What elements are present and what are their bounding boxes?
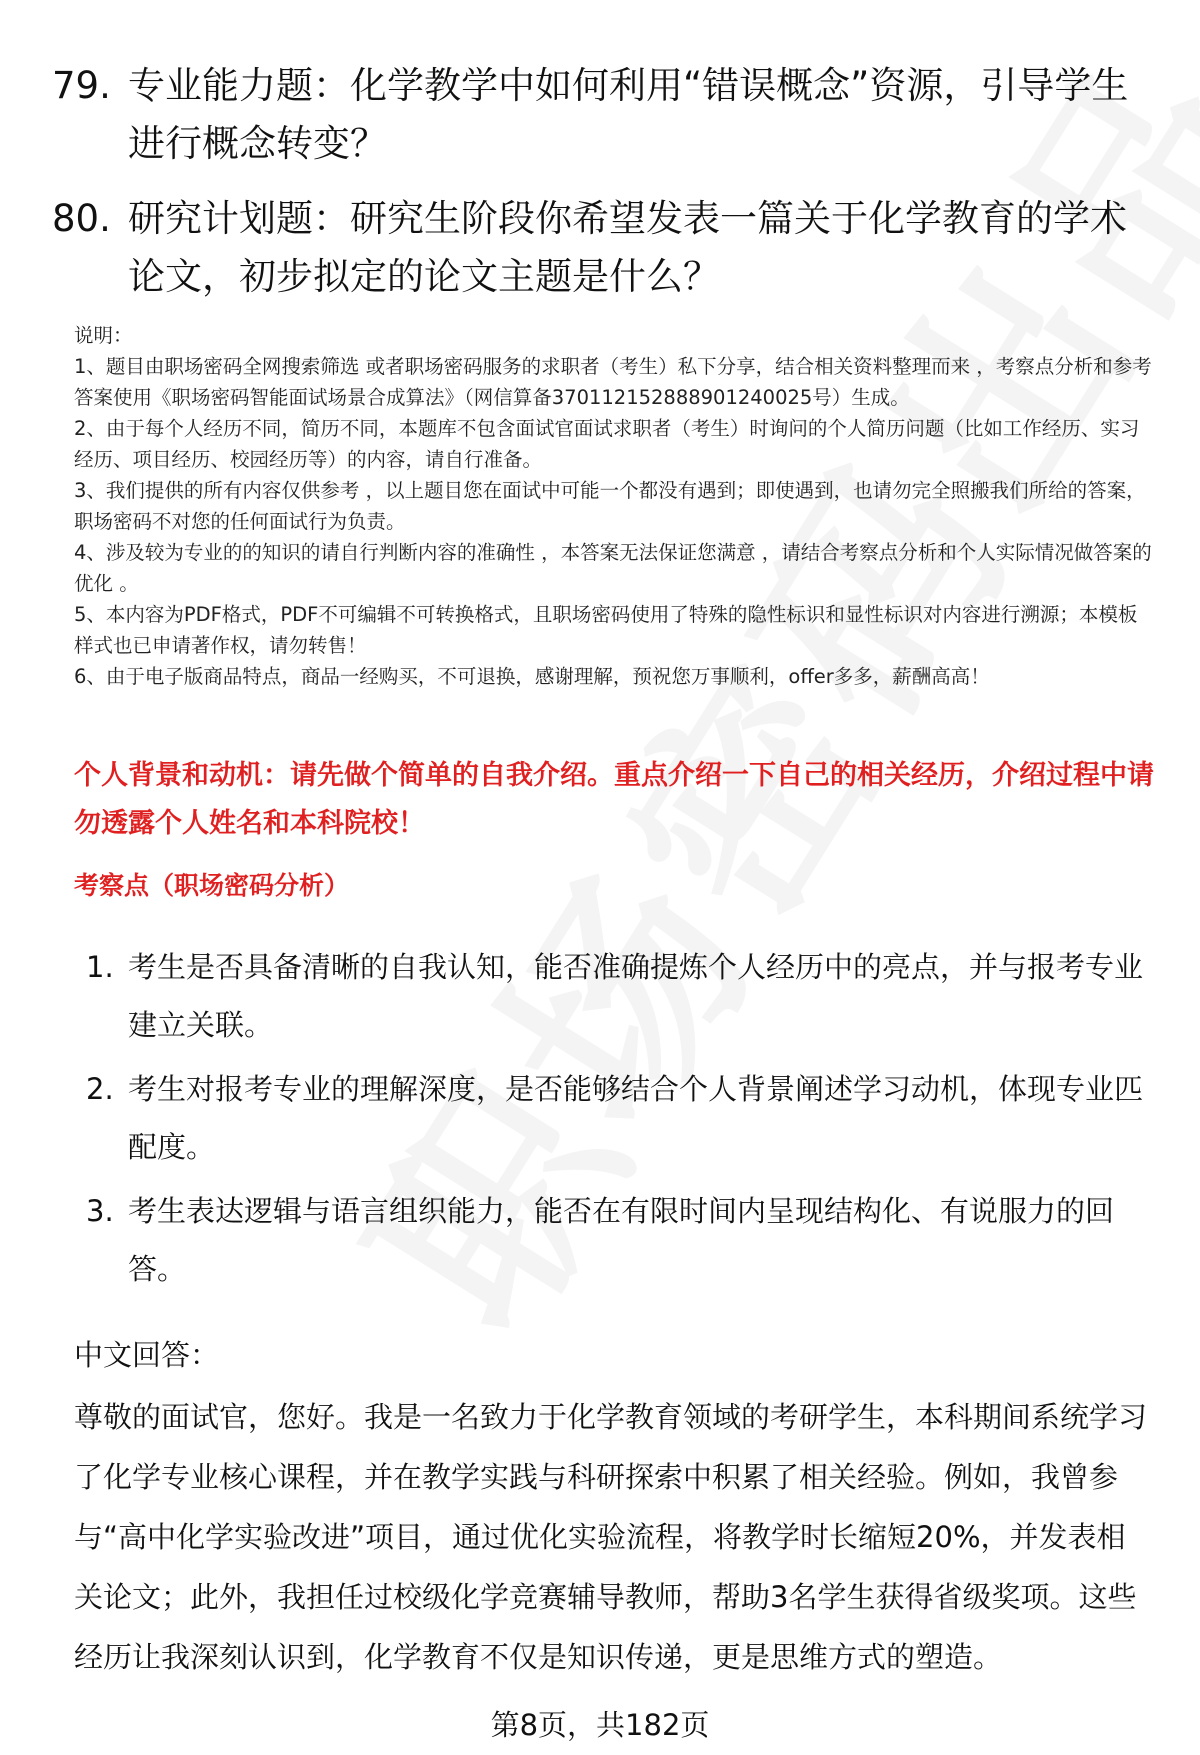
question-80 — [52, 190, 1152, 306]
point-number: 2. — [86, 1072, 114, 1106]
notes-section — [74, 320, 1154, 692]
note-item: 6、由于电子版商品特点，商品一经购买，不可退换，感谢理解，预祝您万事顺利，offer多多，薪酬高高！ — [74, 665, 990, 688]
question-number: 79. — [52, 64, 111, 107]
question-topic-heading: 个人背景和动机：请先做个简单的自我介绍。重点介绍一下自己的相关经历，介绍过程中请勿透露个人姓名和本科院校！ — [74, 760, 1154, 839]
answer-body: 尊敬的面试官，您好。我是一名致力于化学教育领域的考研学生，本科期间系统学习了化学专业核心课程，并在教学实践与科研探索中积累了相关经验。例如，我曾参与“高中化学实验改进”项目，通过优化实验流程，将教学时长缩短20%，并发表相关论文；此外，我担任过校级化学竞赛辅导教师，帮助3名学生获得省级奖项。这些经历让我深刻认识到，化学教育不仅是知识传递，更是思维方式的塑造。 — [74, 1400, 1148, 1674]
note-item: 1、题目由职场密码全网搜索筛选 或者职场密码服务的求职者（考生）私下分享，结合相关资料整理而来 ，考察点分析和参考答案使用《职场密码智能面试场景合成算法》（网信算备370112152888901240025号）生成。 — [74, 355, 1152, 409]
analysis-point — [74, 1060, 1154, 1176]
question-number: 80. — [52, 197, 111, 240]
page-footer: 第8页，共182页 — [490, 1708, 710, 1742]
note-item: 3、我们提供的所有内容仅供参考 ，以上题目您在面试中可能一个都没有遇到；即使遇到，也请勿完全照搬我们所给的答案，职场密码不对您的任何面试行为负责。 — [74, 479, 1146, 533]
question-text: 专业能力题：化学教学中如何利用“错误概念”资源，引导学生进行概念转变？ — [128, 64, 1129, 165]
analysis-points — [74, 938, 1154, 1304]
point-number: 1. — [86, 950, 114, 984]
answer-label: 中文回答： — [74, 1338, 220, 1372]
point-text: 考生是否具备清晰的自我认知，能否准确提炼个人经历中的亮点，并与报考专业建立关联。 — [128, 950, 1144, 1042]
analysis-title: 考察点（职场密码分析） — [74, 871, 350, 900]
point-text: 考生表达逻辑与语言组织能力，能否在有限时间内呈现结构化、有说服力的回答。 — [128, 1194, 1115, 1286]
notes-title: 说明： — [74, 324, 133, 347]
note-item: 2、由于每个人经历不同，简历不同，本题库不包含面试官面试求职者（考生）时询问的个人简历问题（比如工作经历、实习经历、项目经历、校园经历等）的内容，请自行准备。 — [74, 417, 1140, 471]
question-text: 研究计划题：研究生阶段你希望发表一篇关于化学教育的学术论文，初步拟定的论文主题是什么？ — [128, 197, 1127, 298]
point-text: 考生对报考专业的理解深度，是否能够结合个人背景阐述学习动机，体现专业匹配度。 — [128, 1072, 1144, 1164]
analysis-point — [74, 1182, 1154, 1298]
analysis-point — [74, 938, 1154, 1054]
question-79 — [52, 57, 1152, 173]
point-number: 3. — [86, 1194, 114, 1228]
note-item: 4、涉及较为专业的的知识的请自行判断内容的准确性 ，本答案无法保证您满意 ，请结合考察点分析和个人实际情况做答案的优化 。 — [74, 541, 1152, 595]
note-item: 5、本内容为PDF格式，PDF不可编辑不可转换格式，且职场密码使用了特殊的隐性标识和显性标识对内容进行溯源；本模板样式也已申请著作权，请勿转售！ — [74, 603, 1138, 657]
